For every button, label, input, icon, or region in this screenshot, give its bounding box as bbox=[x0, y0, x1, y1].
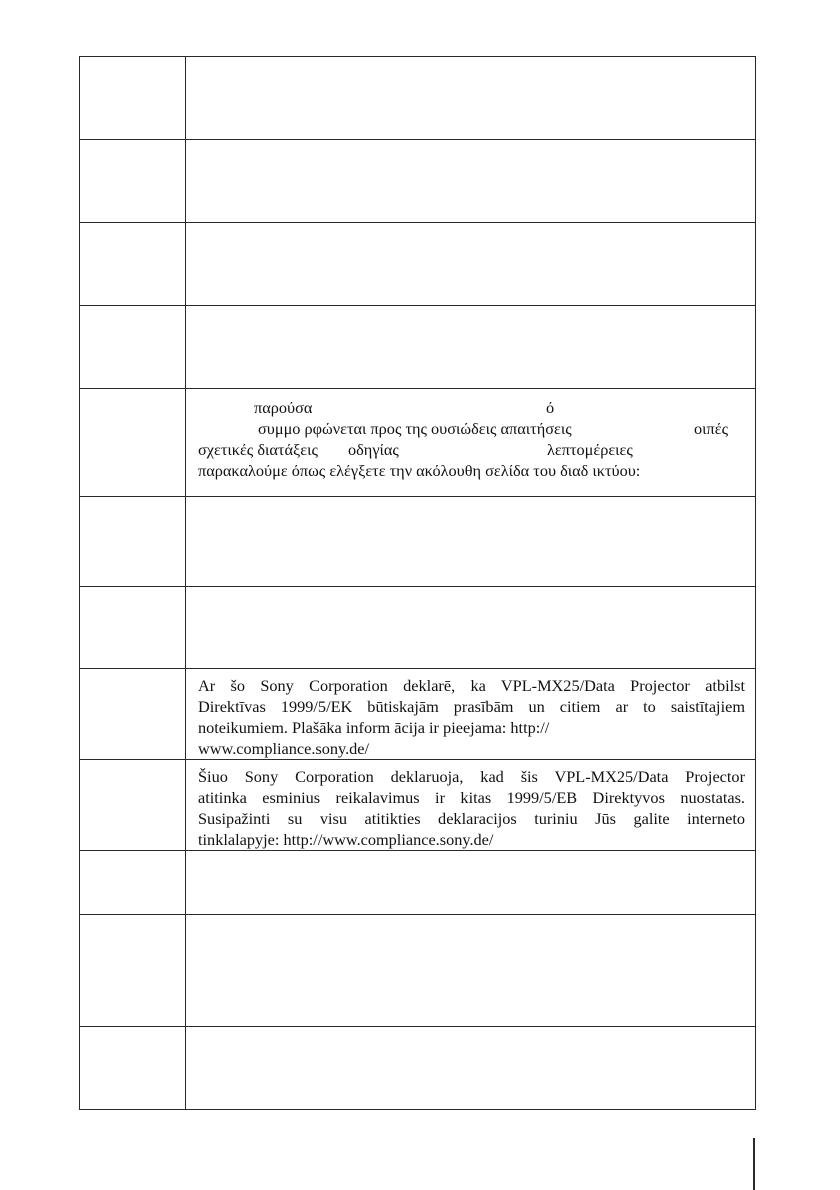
declaration-cell bbox=[186, 140, 756, 223]
lithuanian-declaration bbox=[186, 760, 756, 851]
declaration-cell bbox=[186, 306, 756, 389]
declaration-cell bbox=[186, 223, 756, 306]
declaration-cell bbox=[186, 497, 756, 587]
greek-declaration bbox=[186, 389, 756, 497]
table-row bbox=[80, 306, 756, 389]
table-row bbox=[80, 57, 756, 140]
language-cell bbox=[80, 587, 186, 669]
latvian-line-3: noteikumiem. Plašāka inform ācija ir pieejama: http:// bbox=[198, 718, 550, 737]
table-row bbox=[80, 915, 756, 1027]
lithuanian-line-1: Šiuo Sony Corporation deklaruoja, kad šis VPL-MX25/Data Projector bbox=[198, 767, 745, 786]
table-row bbox=[80, 1027, 756, 1110]
greek-line-2 bbox=[198, 418, 745, 439]
greek-fragment: ό bbox=[546, 398, 555, 417]
language-cell bbox=[80, 851, 186, 915]
latvian-declaration bbox=[186, 669, 756, 760]
compliance-table bbox=[79, 56, 756, 1110]
table-row bbox=[80, 140, 756, 223]
table-row bbox=[80, 851, 756, 915]
declaration-cell bbox=[186, 851, 756, 915]
language-cell bbox=[80, 760, 186, 851]
lithuanian-line-2: atitinka esminius reikalavimus ir kitas 1999/5/EB Direktyvos nuostatas. bbox=[198, 788, 745, 807]
table-row bbox=[80, 497, 756, 587]
greek-line-3 bbox=[198, 439, 745, 460]
greek-fragment: σχετικές διατάξεις bbox=[198, 440, 318, 459]
declaration-cell bbox=[186, 915, 756, 1027]
language-cell bbox=[80, 389, 186, 497]
declaration-cell bbox=[186, 57, 756, 140]
greek-fragment: οιπές bbox=[694, 419, 729, 438]
declaration-cell bbox=[186, 587, 756, 669]
latvian-line-4: www.compliance.sony.de/ bbox=[198, 739, 370, 758]
declaration-cell bbox=[186, 1027, 756, 1110]
table-row bbox=[80, 223, 756, 306]
greek-fragment: λεπτομέρειες bbox=[547, 440, 633, 459]
language-cell bbox=[80, 140, 186, 223]
greek-fragment: συμμο ρφώνεται προς της ουσιώδεις απαιτήσεις bbox=[258, 419, 572, 438]
greek-line-1 bbox=[198, 397, 745, 418]
greek-fragment: παρακαλούμε όπως ελέγξετε την ακόλουθη σελίδα του διαδ ικτύου: bbox=[198, 461, 641, 480]
language-cell bbox=[80, 306, 186, 389]
table-row bbox=[80, 587, 756, 669]
greek-line-4 bbox=[198, 460, 745, 481]
language-cell bbox=[80, 223, 186, 306]
language-cell bbox=[80, 669, 186, 760]
lithuanian-line-4: tinklalapyje: http://www.compliance.sony.de/ bbox=[198, 830, 494, 849]
latvian-line-1: Ar šo Sony Corporation deklarē, ka VPL-MX25/Data Projector atbilst bbox=[198, 676, 745, 695]
table-row-lithuanian bbox=[80, 760, 756, 851]
language-cell bbox=[80, 915, 186, 1027]
latvian-line-2: Direktīvas 1999/5/EK būtiskajām prasībām un citiem ar to saistītajiem bbox=[198, 697, 745, 716]
greek-fragment: οδηγίας bbox=[348, 440, 399, 459]
lithuanian-line-3: Susipažinti su visu atitikties deklaracijos turiniu Jūs galite interneto bbox=[198, 809, 745, 828]
language-cell bbox=[80, 1027, 186, 1110]
language-cell bbox=[80, 497, 186, 587]
language-cell bbox=[80, 57, 186, 140]
page-edge-rule bbox=[753, 1138, 755, 1190]
table-row-greek bbox=[80, 389, 756, 497]
table-row-latvian bbox=[80, 669, 756, 760]
greek-fragment: παρούσα bbox=[254, 398, 313, 417]
